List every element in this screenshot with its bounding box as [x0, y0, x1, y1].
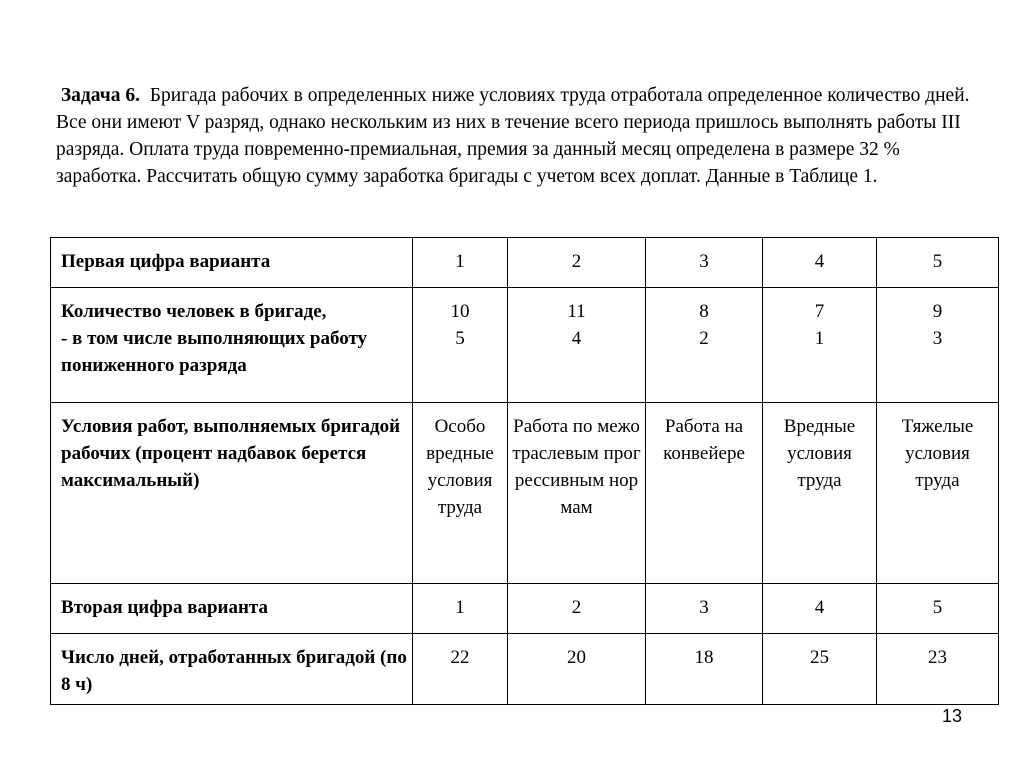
table-cell: 4	[763, 584, 877, 634]
table-cell: 7 1	[763, 288, 877, 403]
table-cell: 4	[763, 238, 877, 288]
table-cell: 10 5	[413, 288, 508, 403]
table-cell: 23	[877, 634, 999, 705]
table-cell: 11 4	[508, 288, 646, 403]
table-cell: 20	[508, 634, 646, 705]
table-cell: Работа по межотраслевым прогрессивным нормам	[508, 403, 646, 584]
page-number: 13	[941, 706, 962, 726]
table-row-days-worked	[51, 634, 999, 705]
task-paragraph	[56, 82, 986, 190]
row-label: Количество человек в бригаде, - в том числе выполняющих работу пониженного разряда	[51, 288, 413, 403]
table-cell: Особо вредные условия труда	[413, 403, 508, 584]
table-cell: Вредные условия труда	[763, 403, 877, 584]
table-cell: 8 2	[646, 288, 763, 403]
task-title: Задача 6.	[60, 85, 140, 106]
table-row-first-digit	[51, 238, 999, 288]
table-row-work-conditions	[51, 403, 999, 584]
row-label: Число дней, отработанных бригадой (по 8 ч)	[51, 634, 413, 705]
table-cell: 9 3	[877, 288, 999, 403]
table-cell: 22	[413, 634, 508, 705]
table-cell: 1	[413, 238, 508, 288]
table-cell: 25	[763, 634, 877, 705]
row-label: Вторая цифра варианта	[51, 584, 413, 634]
table-cell: 3	[646, 584, 763, 634]
task-text: Бригада рабочих в определенных ниже условиях труда отработала определенное количество дней. Все они имеют V разряд, однако нескольким из них в течение всего периода пришлось выполнять работы III разряда. Оплата труда повременно-премиальная, премия за данный месяц определена в размере 32 % заработка. Рассчитать общую сумму заработка бригады с учетом всех доплат. Данные в Таблице 1.	[56, 85, 970, 187]
table-cell: Тяжелые условия труда	[877, 403, 999, 584]
table-cell: 1	[413, 584, 508, 634]
row-label: Первая цифра варианта	[51, 238, 413, 288]
row-label: Условия работ, выполняемых бригадой рабочих (процент надбавок берется максимальный)	[51, 403, 413, 584]
table-cell: 2	[508, 584, 646, 634]
data-table	[50, 237, 999, 705]
table-cell: 2	[508, 238, 646, 288]
table-cell: 5	[877, 584, 999, 634]
table-cell: 18	[646, 634, 763, 705]
table-cell: Работа на конвейере	[646, 403, 763, 584]
table-row-second-digit	[51, 584, 999, 634]
table-cell: 3	[646, 238, 763, 288]
table-cell: 5	[877, 238, 999, 288]
table-row-crew-size	[51, 288, 999, 403]
